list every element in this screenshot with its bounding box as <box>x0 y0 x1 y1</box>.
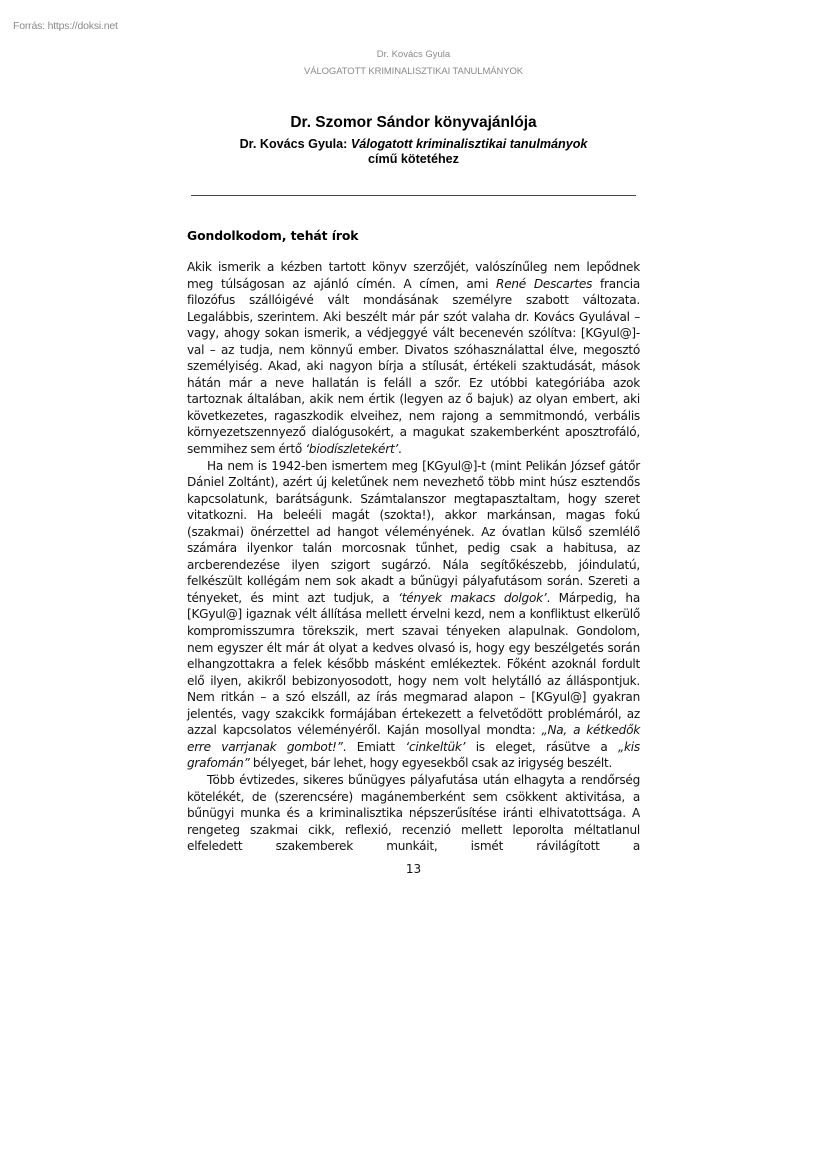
paragraph <box>187 772 640 855</box>
horizontal-rule <box>191 195 636 196</box>
section-heading: Gondolkodom, tehát írok <box>187 228 359 243</box>
article-body <box>187 259 640 855</box>
text-run: Akik ismerik a kézben tartott könyv szerzőjét, valószínűleg nem lepődnek meg túlságosan az ajánló címén. A címen, ami <box>187 260 640 291</box>
emphasis-text: „Na, a kétkedők erre varrjanak gombot!” <box>187 723 640 754</box>
emphasis-text: ‘biodíszletekért’ <box>305 442 399 457</box>
running-head-author: Dr. Kovács Gyula <box>376 49 451 60</box>
text-run: is eleget, rásütve a <box>465 739 619 754</box>
emphasis-text: ‘cinkeltük’ <box>405 739 466 754</box>
article-subtitle <box>0 137 827 167</box>
page-number: 13 <box>405 862 422 876</box>
emphasis-text: „kis grafomán” <box>187 739 640 771</box>
paragraph <box>187 458 640 772</box>
subtitle-author: Dr. Kovács Gyula: <box>239 137 351 151</box>
emphasis-text: ‘tények makacs dolgok’ <box>398 590 547 605</box>
text-run: bélyeget, bár lehet, hogy egyesekből csak az irigység beszélt. <box>249 756 613 771</box>
text-run: . Márpedig, ha [KGyul@] igaznak vélt állítása mellett érvelni kezd, nem a konfliktust elkerülő kompromisszumra törekszik, mert szavai tényeken alapulnak. Gondolom, nem egyszer élt már át olyat a kedves olvasó is, hogy egy beszélgetés során elhangzottakra a felek később másként emlékeztek. Főként azoknál fordult elő ilyen, akikről bebizonyosodott, hogy nem volt helytálló az álláspontjuk. Nem ritkán – a szó elszáll, az írás megmarad alapon – [KGyul@] gyakran jelentés, vagy szakcikk formájában értekezett a felvetődött problémáról, az azzal kapcsolatos véleményéről. Kaján mosollyal mondta: <box>187 590 640 738</box>
article-title: Dr. Szomor Sándor könyvajánlója <box>290 114 537 131</box>
paragraph <box>187 259 640 458</box>
subtitle-book-title: Válogatott kriminalisztikai tanulmányok <box>350 137 588 151</box>
text-run: francia filozófus szállóigévé vált mondásának személyre szabott változata. Legalábbis, szerintem. Aki beszélt már pár szót valaha dr. Kovács Gyulával – vagy, ahogy sokan ismerik, a védjeggyé vált becenevén szólítva: [KGyul@]-val – az tudja, nem könnyű ember. Divatos szóhasználattal élve, megosztó személyiség. Akad, aki nagyon bírja a stílusát, értékeli szaktudását, mások hátán már a neve hallatán is feláll a szőr. Ez utóbbi kategóriába azok tartoznak általában, akik nem értik (legyen az ő bajuk) az olyan embert, aki következetes, ragaszkodik elveihez, nem rajong a semmitmondó, verbális környezetszennyező dialógusokért, a magukat szakemberként aposztrofáló, semmihez sem értő <box>187 276 640 457</box>
text-run: . Emiatt <box>342 739 406 754</box>
running-head-book-title: VÁLOGATOTT KRIMINALISZTIKAI TANULMÁNYOK <box>303 66 524 77</box>
source-watermark: Forrás: https://doksi.net <box>13 20 118 32</box>
subtitle-suffix: című kötetéhez <box>368 152 459 166</box>
text-run: Ha nem is 1942-ben ismertem meg [KGyul@]-t (mint Pelikán József gátőr Dániel Zoltánt), azért új keletűnek nem nevezhető több mint húsz esztendős kapcsolatunk, barátságunk. Számtalanszor megtapasztaltam, hogy szeret vitatkozni. Ha beleéli magát (szokta!), akkor markánsan, magas fokú (szakmai) önérzettel ad hangot véleményének. Az óvatlan külső szemlélő számára ilyenkor talán morcosnak tűnhet, pedig csak a habitusa, az arcberendezése ilyen szigort sugárzó. Nála segítőkészebb, jóindulatú, felkészült kollégám nem sok akadt a bűnügyi pályafutásom során. Szereti a tényeket, és mint azt tudjuk, a <box>187 458 640 605</box>
text-run: . <box>398 442 402 457</box>
emphasis-text: René Descartes <box>496 276 593 291</box>
text-run: Több évtizedes, sikeres bűnügyes pályafutása után elhagyta a rendőrség kötelékét, de (szerencsére) magánemberként sem csökkent aktivitása, a bűnügyi munka és a kriminalisztika népszerűsítése iránti elhivatottsága. A rengeteg szakmai cikk, reflexió, recenzió mellett leporolta méltatlanul elfeledett szakemberek munkáit, ismét rávilágított a <box>187 772 640 854</box>
